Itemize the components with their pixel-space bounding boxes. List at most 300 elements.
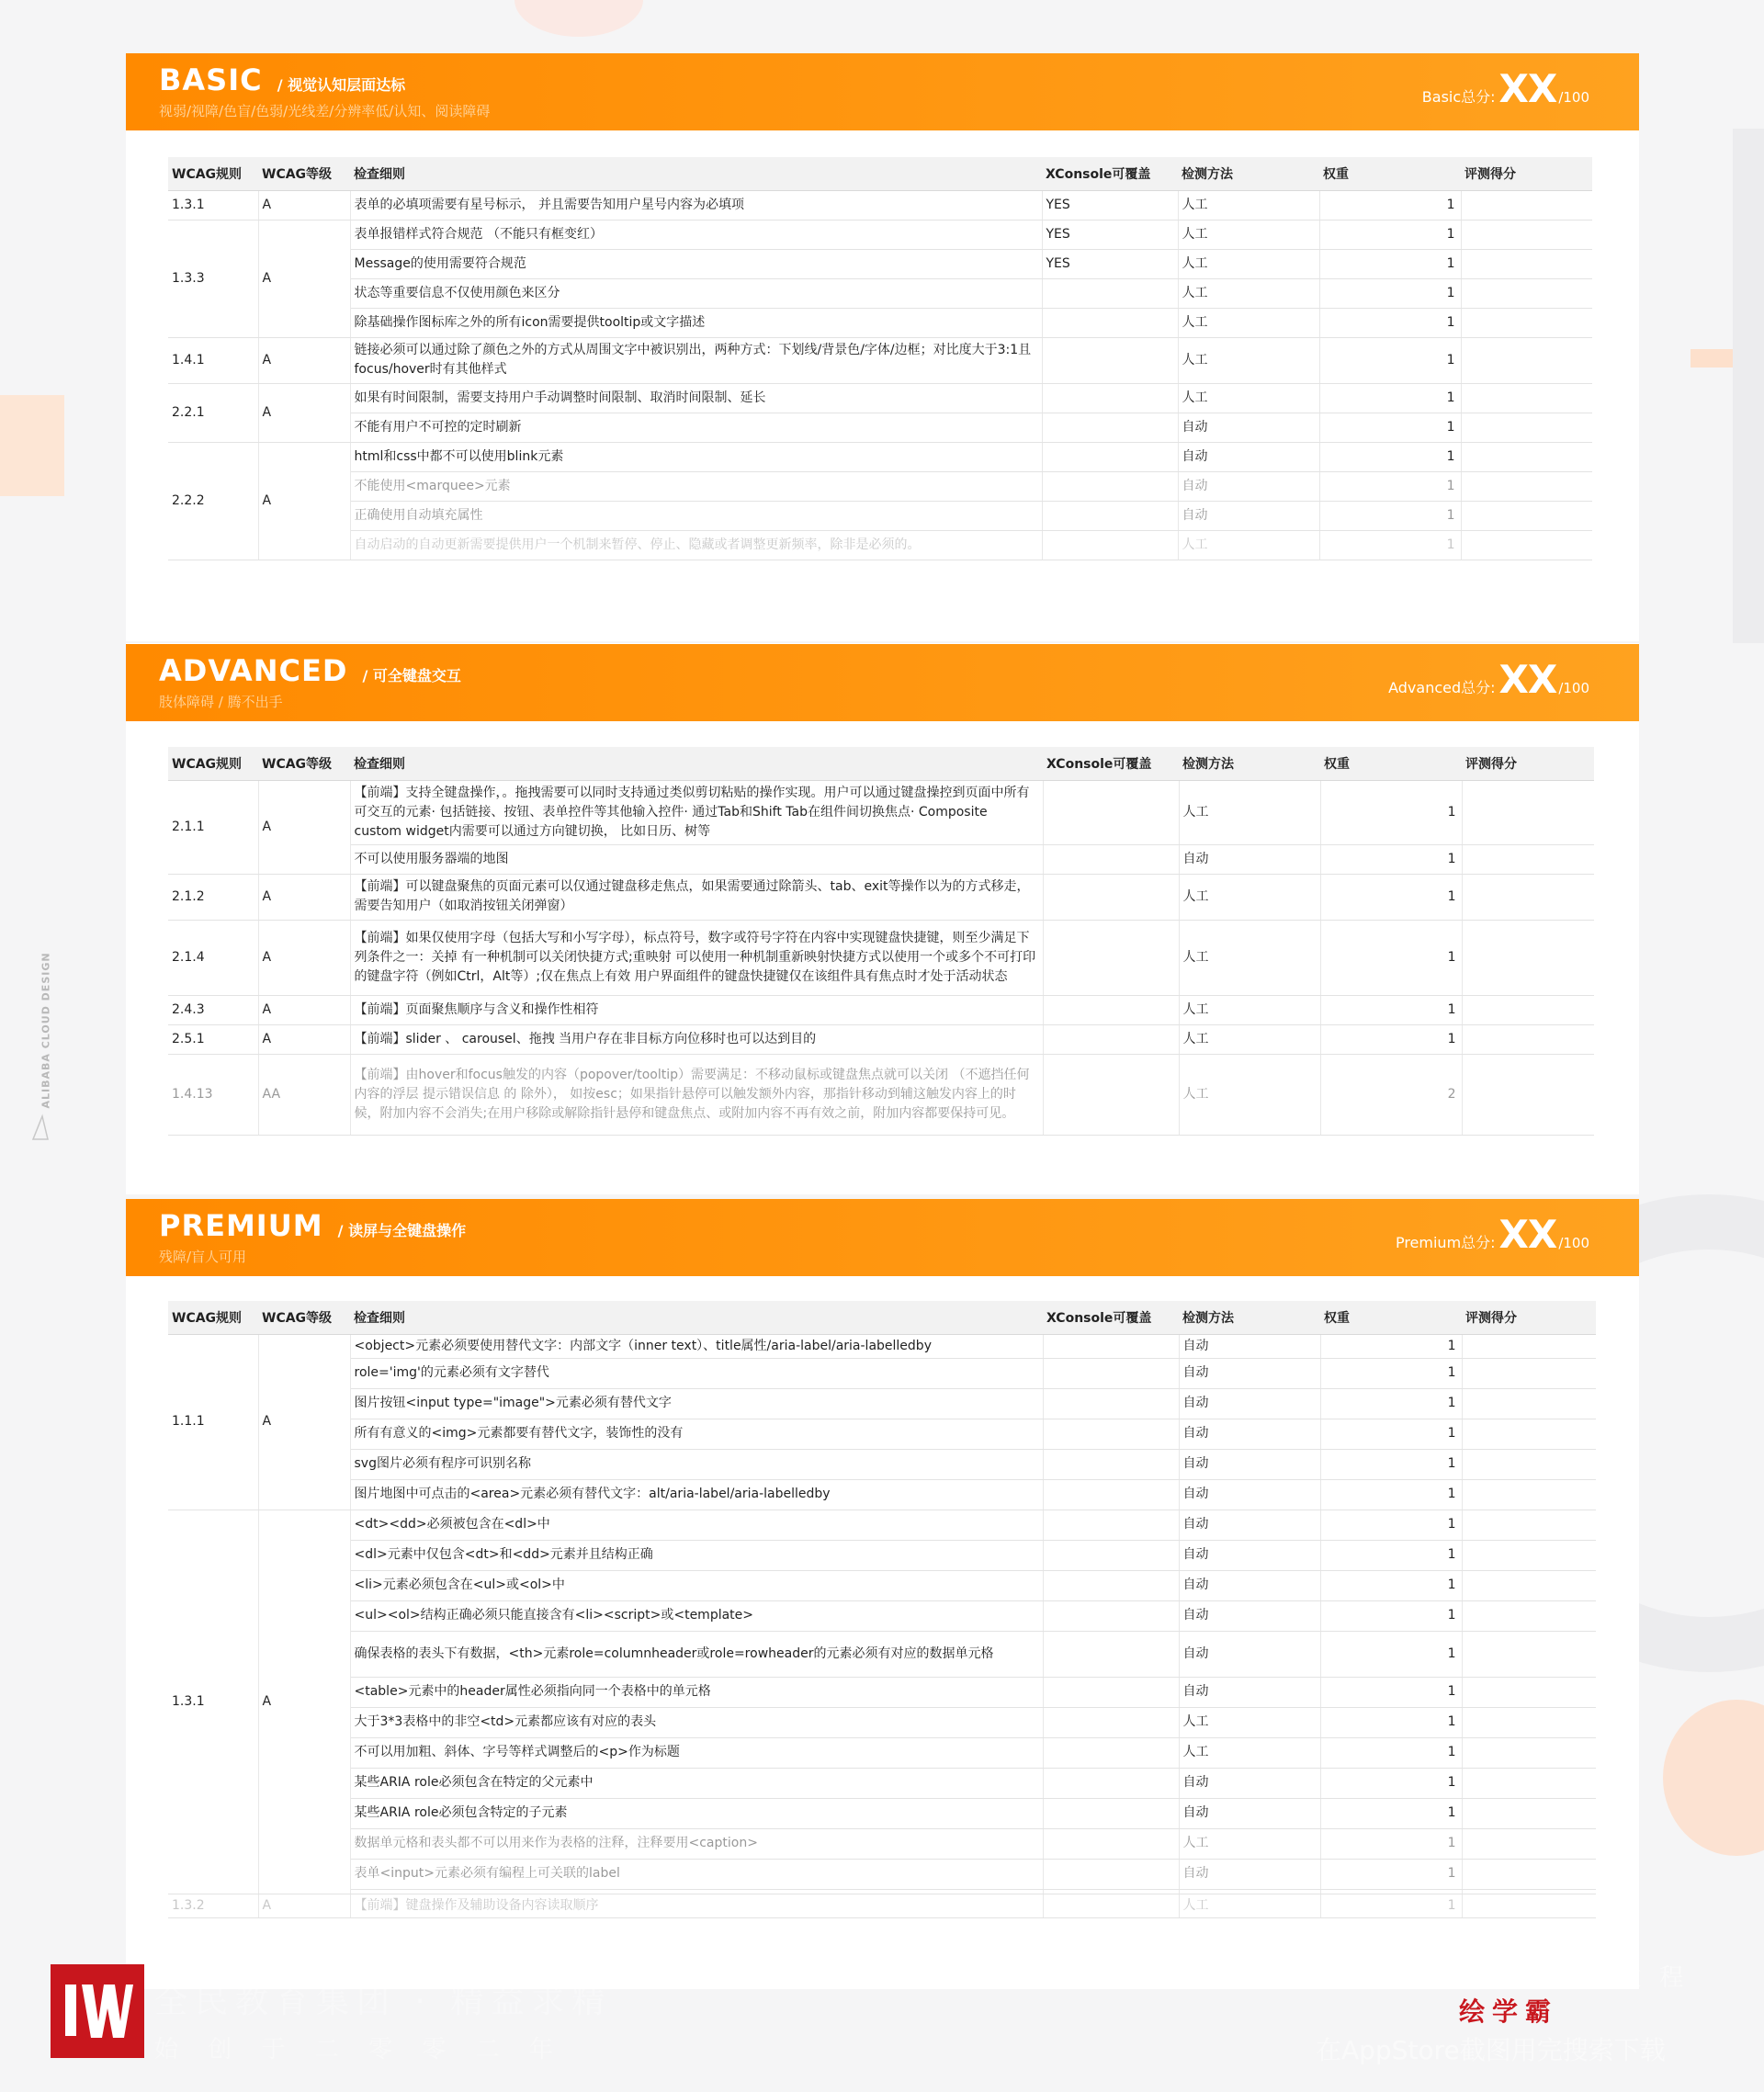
detail-cell: 数据单元格和表头都不可以用来作为表格的注释，注释要用<caption> [350,1828,1043,1859]
weight-cell: 1 [1319,442,1461,471]
weight-cell: 1 [1319,220,1461,249]
method-cell: 自动 [1179,1449,1320,1479]
method-cell: 自动 [1179,1419,1320,1449]
header-weight: 权重 [1319,157,1461,190]
weight-cell: 2 [1320,1054,1462,1135]
table-row [168,1894,1596,1917]
detail-cell: 不能使用<marquee>元素 [350,471,1042,501]
weight-cell: 1 [1320,1510,1462,1540]
wcag-level-cell: A [258,1334,350,1510]
score-max: /100 [1558,89,1589,106]
table-row [168,1798,1596,1828]
header-weight: 权重 [1320,747,1462,780]
score-max: /100 [1558,1235,1589,1251]
wcag-level-cell: A [258,1510,350,1894]
score-cell[interactable] [1462,1479,1596,1510]
weight-cell: 1 [1320,1631,1462,1677]
table-row [168,278,1592,308]
section-title: ADVANCED / 可全键盘交互 [159,653,461,688]
table-row [168,874,1594,920]
weight-cell: 1 [1320,1570,1462,1600]
section-desc: 视弱/视障/色盲/色弱/光线差/分辨率低/认知、阅读障碍 [159,103,491,119]
wcag-level-cell: AA [258,1054,350,1135]
weight-cell: 1 [1320,1024,1462,1054]
wcag-rule-cell: 1.3.3 [168,220,258,337]
section-title: PREMIUM / 读屏与全键盘操作 [159,1208,467,1243]
xconsole-cell [1043,1510,1179,1540]
header-score: 评测得分 [1462,747,1594,780]
score-cell[interactable] [1462,1677,1596,1707]
detail-cell: 【前端】键盘操作及辅助设备内容读取顺序 [350,1894,1043,1917]
xconsole-cell: YES [1042,220,1178,249]
table-row [168,844,1594,874]
xconsole-cell [1043,874,1179,920]
xconsole-cell [1043,1828,1179,1859]
table-row [168,1570,1596,1600]
xconsole-cell [1043,1358,1179,1388]
method-cell: 人工 [1179,1828,1320,1859]
section-header-basic [126,53,1639,130]
weight-cell: 1 [1319,337,1461,383]
weight-cell: 1 [1319,413,1461,442]
section-desc: 肢体障碍 / 腾不出手 [159,694,283,710]
weight-cell: 1 [1319,278,1461,308]
xconsole-cell [1043,1540,1179,1570]
method-cell: 自动 [1178,413,1319,442]
table-row [168,1419,1596,1449]
xconsole-cell [1043,1054,1179,1135]
table-row [168,1540,1596,1570]
wcag-rule-cell: 2.1.2 [168,874,258,920]
score-label: Advanced总分: [1388,679,1496,696]
footer-founded: 始 创 于 二 零 零 二 年 [154,2036,564,2064]
wcag-level-cell: A [258,220,350,337]
wcag-rule-cell: 2.4.3 [168,995,258,1024]
section-title: BASIC / 视觉认知层面达标 [159,62,406,97]
table-row [168,1024,1594,1054]
xconsole-cell [1043,1388,1179,1419]
wcag-level-cell: A [258,442,350,560]
method-cell: 自动 [1179,1334,1320,1358]
weight-cell: 1 [1320,1358,1462,1388]
weight-cell: 1 [1320,844,1462,874]
score-cell[interactable] [1462,1334,1596,1358]
detail-cell: <table>元素中的header属性必须指向同一个表格中的单元格 [350,1677,1043,1707]
method-cell: 自动 [1179,1510,1320,1540]
method-cell: 自动 [1179,1570,1320,1600]
table-row [168,1707,1596,1737]
bg-block-left [0,395,64,496]
bg-circle-right [1663,1700,1764,1856]
score-cell[interactable] [1461,278,1592,308]
table-row [168,1828,1596,1859]
table-row [168,383,1592,413]
score-cell[interactable] [1462,1570,1596,1600]
xconsole-cell [1043,1631,1179,1677]
method-cell: 人工 [1179,874,1320,920]
detail-cell: 【前端】支持全键盘操作，。拖拽需要可以同时支持通过类似剪切粘贴的操作实现。用户可以通过键盘操控到页面中所有可交互的元素· 包括链接、按钮、表单控件等其他输入控件· 通过Tab和Shift Tab在组件间切换焦点· Composite custom widget内需要可以通过方向键切换， 比如日历、树等 [350,780,1043,844]
method-cell: 人工 [1179,1054,1320,1135]
wcag-level-cell: A [258,383,350,442]
header-detail: 检查细则 [350,747,1043,780]
header-level: WCAG等级 [258,1301,350,1334]
score-cell[interactable] [1462,1894,1596,1917]
method-cell: 人工 [1178,190,1319,220]
score-cell[interactable] [1462,1540,1596,1570]
wcag-rule-cell: 2.2.2 [168,442,258,560]
wcag-rule-cell: 1.4.1 [168,337,258,383]
xconsole-cell [1043,780,1179,844]
score-cell[interactable] [1461,337,1592,383]
detail-cell: 图片地图中可点击的<area>元素必须有替代文字：alt/aria-label/aria-labelledby [350,1479,1043,1510]
detail-cell: 【前端】由hover和focus触发的内容（popover/tooltip）需要满足：不移动鼠标或键盘焦点就可以关闭 （不遮挡任何内容的浮层 提示错误信息 的 除外）， 如按esc；如果指针悬停可以触发额外内容，那指针移动到辅这触发内容上的时候，附加内容不会消失;在用户移除或解除指针悬停和键盘焦点、或附加内容不再有效之前，附加内容都要保持可见。 [350,1054,1043,1135]
score-cell[interactable] [1462,1358,1596,1388]
method-cell: 人工 [1179,1707,1320,1737]
brand-name: 绘学霸 [1459,1996,1559,2027]
section-subtitle: / 读屏与全键盘操作 [337,1222,467,1239]
weight-cell: 1 [1320,1894,1462,1917]
method-cell: 自动 [1178,501,1319,530]
weight-cell: 1 [1319,190,1461,220]
method-cell: 人工 [1178,383,1319,413]
method-cell: 自动 [1179,1677,1320,1707]
xconsole-cell [1042,337,1178,383]
table-row [168,190,1592,220]
score-cell[interactable] [1461,442,1592,471]
weight-cell: 1 [1320,1707,1462,1737]
detail-cell: 状态等重要信息不仅使用颜色来区分 [350,278,1042,308]
table-row [168,1479,1596,1510]
detail-cell: svg图片必须有程序可识别名称 [350,1449,1043,1479]
detail-cell: 表单报错样式符合规范 （不能只有框变红） [350,220,1042,249]
xconsole-cell [1042,308,1178,337]
xconsole-cell: YES [1042,190,1178,220]
xconsole-cell [1042,278,1178,308]
detail-cell: 某些ARIA role必须包含特定的子元素 [350,1798,1043,1828]
score-label: Basic总分: [1421,88,1496,106]
table-row [168,471,1592,501]
section-score [1396,1212,1589,1257]
score-cell[interactable] [1462,1419,1596,1449]
brand-logo-icon [51,1964,144,2058]
wcag-rule-cell: 1.3.2 [168,1894,258,1917]
method-cell: 自动 [1179,1631,1320,1677]
detail-cell: 确保表格的表头下有数据，<th>元素role=columnheader或role=rowheader的元素必须有对应的数据单元格 [350,1631,1043,1677]
method-cell: 人工 [1178,337,1319,383]
wcag-level-cell: A [258,1024,350,1054]
score-cell[interactable] [1461,190,1592,220]
criteria-table-basic [168,157,1592,560]
score-cell[interactable] [1461,249,1592,278]
table-row [168,530,1592,560]
score-cell[interactable] [1462,874,1594,920]
header-score: 评测得分 [1461,157,1592,190]
header-weight: 权重 [1320,1301,1462,1334]
side-brand-text: ALIBABA CLOUD DESIGN [40,952,52,1109]
header-rule: WCAG规则 [168,747,258,780]
xconsole-cell [1043,844,1179,874]
header-level: WCAG等级 [258,747,350,780]
detail-cell: 不可以用加粗、斜体、字号等样式调整后的<p>作为标题 [350,1737,1043,1768]
header-method: 检测方法 [1179,747,1320,780]
xconsole-cell [1043,1707,1179,1737]
table-row [168,413,1592,442]
weight-cell: 1 [1320,995,1462,1024]
score-cell[interactable] [1462,1828,1596,1859]
detail-cell: 自动启动的自动更新需要提供用户一个机制来暂停、停止、隐藏或者调整更新频率，除非是必须的。 [350,530,1042,560]
header-level: WCAG等级 [258,157,350,190]
method-cell: 自动 [1179,1479,1320,1510]
header-xconsole: XConsole可覆盖 [1042,157,1178,190]
score-cell[interactable] [1461,413,1592,442]
wcag-level-cell: A [258,874,350,920]
detail-cell: role='img'的元素必须有文字替代 [350,1358,1043,1388]
score-value: XX [1498,66,1557,111]
bg-circle-top [514,0,643,37]
weight-cell: 1 [1320,874,1462,920]
xconsole-cell [1043,1570,1179,1600]
header-rule: WCAG规则 [168,1301,258,1334]
table-row [168,249,1592,278]
method-cell: 人工 [1179,995,1320,1024]
xconsole-cell [1042,501,1178,530]
table-row [168,1449,1596,1479]
detail-cell: 图片按钮<input type="image">元素必须有替代文字 [350,1388,1043,1419]
detail-cell: 【前端】如果仅使用字母（包括大写和小写字母），标点符号，数字或符号字符在内容中实现键盘快捷键，则至少满足下列条件之一：关掉 有一种机制可以关闭快捷方式;重映射 可以使用一种机制重新映射快捷方式以使用一个或多个不可打印的键盘字符（例如Ctrl，Alt等）;仅在焦点上有效 用户界面组件的键盘快捷键仅在该组件具有焦点时才处于活动状态 [350,920,1043,995]
xconsole-cell [1043,1419,1179,1449]
weight-cell: 1 [1320,1334,1462,1358]
wcag-rule-cell: 2.2.1 [168,383,258,442]
xconsole-cell [1043,995,1179,1024]
xconsole-cell: YES [1042,249,1178,278]
detail-cell: <ul><ol>结构正确必须只能直接含有<li><script>或<template> [350,1600,1043,1631]
method-cell: 人工 [1178,308,1319,337]
table-row [168,220,1592,249]
section-score [1388,657,1589,702]
wcag-rule-cell: 2.5.1 [168,1024,258,1054]
detail-cell: 某些ARIA role必须包含在特定的父元素中 [350,1768,1043,1798]
method-cell: 人工 [1179,1894,1320,1917]
score-cell[interactable] [1462,1510,1596,1540]
table-row [168,1388,1596,1419]
score-cell[interactable] [1462,1737,1596,1768]
detail-cell: 大于3*3表格中的非空<td>元素都应该有对应的表头 [350,1707,1043,1737]
bg-block-right [1690,349,1764,368]
score-cell[interactable] [1462,1631,1596,1677]
method-cell: 自动 [1179,1358,1320,1388]
detail-cell: 表单<input>元素必须有编程上可关联的label [350,1859,1043,1889]
criteria-table-advanced [168,747,1594,1136]
detail-cell: 如果有时间限制，需要支持用户手动调整时间限制、取消时间限制、延长 [350,383,1042,413]
xconsole-cell [1043,1737,1179,1768]
score-max: /100 [1558,680,1589,696]
table-row [168,442,1592,471]
weight-cell: 1 [1319,308,1461,337]
detail-cell: 表单的必填项需要有星号标示， 并且需要告知用户星号内容为必填项 [350,190,1042,220]
table-row [168,1510,1596,1540]
weight-cell: 1 [1320,1600,1462,1631]
score-value: XX [1498,1212,1557,1257]
weight-cell: 1 [1320,1479,1462,1510]
header-method: 检测方法 [1179,1301,1320,1334]
wcag-rule-cell: 1.4.13 [168,1054,258,1135]
score-cell[interactable] [1461,530,1592,560]
weight-cell: 1 [1319,249,1461,278]
detail-cell: 链接必须可以通过除了颜色之外的方式从周围文字中被识别出，两种方式：下划线/背景色/字体/边框；对比度大于3:1且focus/hover时有其他样式 [350,337,1042,383]
method-cell: 自动 [1179,1540,1320,1570]
score-cell[interactable] [1461,383,1592,413]
xconsole-cell [1043,1768,1179,1798]
score-cell[interactable] [1461,220,1592,249]
table-row [168,920,1594,995]
score-cell[interactable] [1462,1054,1594,1135]
method-cell: 人工 [1178,249,1319,278]
header-xconsole: XConsole可覆盖 [1043,1301,1179,1334]
wcag-rule-cell: 2.1.4 [168,920,258,995]
wcag-level-cell: A [258,1894,350,1917]
method-cell: 人工 [1178,220,1319,249]
method-cell: 人工 [1179,780,1320,844]
weight-cell: 1 [1320,1449,1462,1479]
weight-cell: 1 [1320,1540,1462,1570]
method-cell: 自动 [1179,1859,1320,1889]
weight-cell: 1 [1320,1388,1462,1419]
weight-cell: 1 [1319,501,1461,530]
score-cell[interactable] [1461,471,1592,501]
weight-cell: 1 [1320,1768,1462,1798]
score-cell[interactable] [1462,1600,1596,1631]
weight-cell: 1 [1320,1798,1462,1828]
weight-cell: 1 [1320,1737,1462,1768]
section-score [1422,66,1589,111]
detail-cell: 正确使用自动填充属性 [350,501,1042,530]
section-desc: 残障/盲人可用 [159,1249,247,1265]
detail-cell: Message的使用需要符合规范 [350,249,1042,278]
section-header-premium [126,1199,1639,1276]
table-row [168,501,1592,530]
table-row [168,308,1592,337]
method-cell: 自动 [1179,1798,1320,1828]
wcag-level-cell: A [258,337,350,383]
score-cell[interactable] [1462,1707,1596,1737]
bg-bar-right [1733,129,1764,643]
xconsole-cell [1043,1449,1179,1479]
footer-slogan: 全民教育集团 · 精益求精 [154,1983,613,2020]
xconsole-cell [1043,920,1179,995]
xconsole-cell [1042,471,1178,501]
score-cell[interactable] [1462,780,1594,844]
detail-cell: html和css中都不可以使用blink元素 [350,442,1042,471]
detail-cell: <li>元素必须包含在<ul>或<ol>中 [350,1570,1043,1600]
header-method: 检测方法 [1178,157,1319,190]
wcag-level-cell: A [258,995,350,1024]
wcag-level-cell: A [258,780,350,874]
header-rule: WCAG规则 [168,157,258,190]
weight-cell: 1 [1320,1677,1462,1707]
score-cell[interactable] [1462,1768,1596,1798]
table-row [168,1677,1596,1707]
score-cell[interactable] [1461,501,1592,530]
method-cell: 自动 [1179,1388,1320,1419]
xconsole-cell [1043,1798,1179,1828]
weight-cell: 1 [1320,920,1462,995]
detail-cell: 除基础操作图标库之外的所有icon需要提供tooltip或文字描述 [350,308,1042,337]
detail-cell: 不能有用户不可控的定时刷新 [350,413,1042,442]
table-row [168,1054,1594,1135]
table-row [168,780,1594,844]
weight-cell: 1 [1319,530,1461,560]
footer-right-text: 在AppStore截图用完搜索下载 [1316,2035,1666,2065]
table-row [168,1600,1596,1631]
detail-cell: <dt><dd>必须被包含在<dl>中 [350,1510,1043,1540]
score-cell[interactable] [1462,844,1594,874]
score-cell[interactable] [1462,995,1594,1024]
wcag-level-cell: A [258,190,350,220]
section-subtitle: / 视觉认知层面达标 [277,76,406,94]
score-cell[interactable] [1462,920,1594,995]
footer-right-caption: 教 程 [1617,1964,1690,1992]
method-cell: 人工 [1179,1024,1320,1054]
score-cell[interactable] [1462,1388,1596,1419]
wcag-rule-cell: 1.1.1 [168,1334,258,1510]
xconsole-cell [1043,1479,1179,1510]
detail-cell: 【前端】slider 、 carousel、拖拽 当用户存在非目标方向位移时也可以达到目的 [350,1024,1043,1054]
xconsole-cell [1043,1334,1179,1358]
weight-cell: 1 [1319,383,1461,413]
method-cell: 自动 [1179,1600,1320,1631]
score-cell[interactable] [1461,308,1592,337]
table-row [168,1768,1596,1798]
table-row [168,337,1592,383]
table-row [168,1737,1596,1768]
table-row [168,1631,1596,1677]
xconsole-cell [1043,1677,1179,1707]
detail-cell: 【前端】可以键盘聚焦的页面元素可以仅通过键盘移走焦点，如果需要通过除箭头、tab、exit等操作以为的方式移走，需要告知用户（如取消按钮关闭弹窗） [350,874,1043,920]
section-subtitle: / 可全键盘交互 [362,667,461,684]
wcag-rule-cell: 1.3.1 [168,1510,258,1894]
score-cell[interactable] [1462,1859,1596,1889]
detail-cell: 【前端】页面聚焦顺序与含义和操作性相符 [350,995,1043,1024]
method-cell: 人工 [1178,278,1319,308]
score-cell[interactable] [1462,1449,1596,1479]
weight-cell: 1 [1320,780,1462,844]
detail-cell: 所有有意义的<img>元素都要有替代文字，装饰性的没有 [350,1419,1043,1449]
table-row [168,1358,1596,1388]
header-detail: 检查细则 [350,1301,1043,1334]
criteria-table-premium [168,1301,1596,1918]
wcag-rule-cell: 1.3.1 [168,190,258,220]
xconsole-cell [1042,383,1178,413]
weight-cell: 1 [1320,1419,1462,1449]
weight-cell: 1 [1320,1859,1462,1889]
method-cell: 自动 [1178,442,1319,471]
xconsole-cell [1043,1024,1179,1054]
weight-cell: 1 [1320,1828,1462,1859]
score-cell[interactable] [1462,1024,1594,1054]
score-cell[interactable] [1462,1798,1596,1828]
detail-cell: <dl>元素中仅包含<dt>和<dd>元素并且结构正确 [350,1540,1043,1570]
xconsole-cell [1043,1894,1179,1917]
method-cell: 人工 [1178,530,1319,560]
method-cell: 人工 [1179,1737,1320,1768]
header-score: 评测得分 [1462,1301,1596,1334]
xconsole-cell [1043,1859,1179,1889]
wcag-rule-cell: 2.1.1 [168,780,258,874]
table-row [168,1334,1596,1358]
detail-cell: <object>元素必须要使用替代文字：内部文字（inner text）、title属性/aria-label/aria-labelledby [350,1334,1043,1358]
method-cell: 自动 [1179,844,1320,874]
xconsole-cell [1043,1600,1179,1631]
